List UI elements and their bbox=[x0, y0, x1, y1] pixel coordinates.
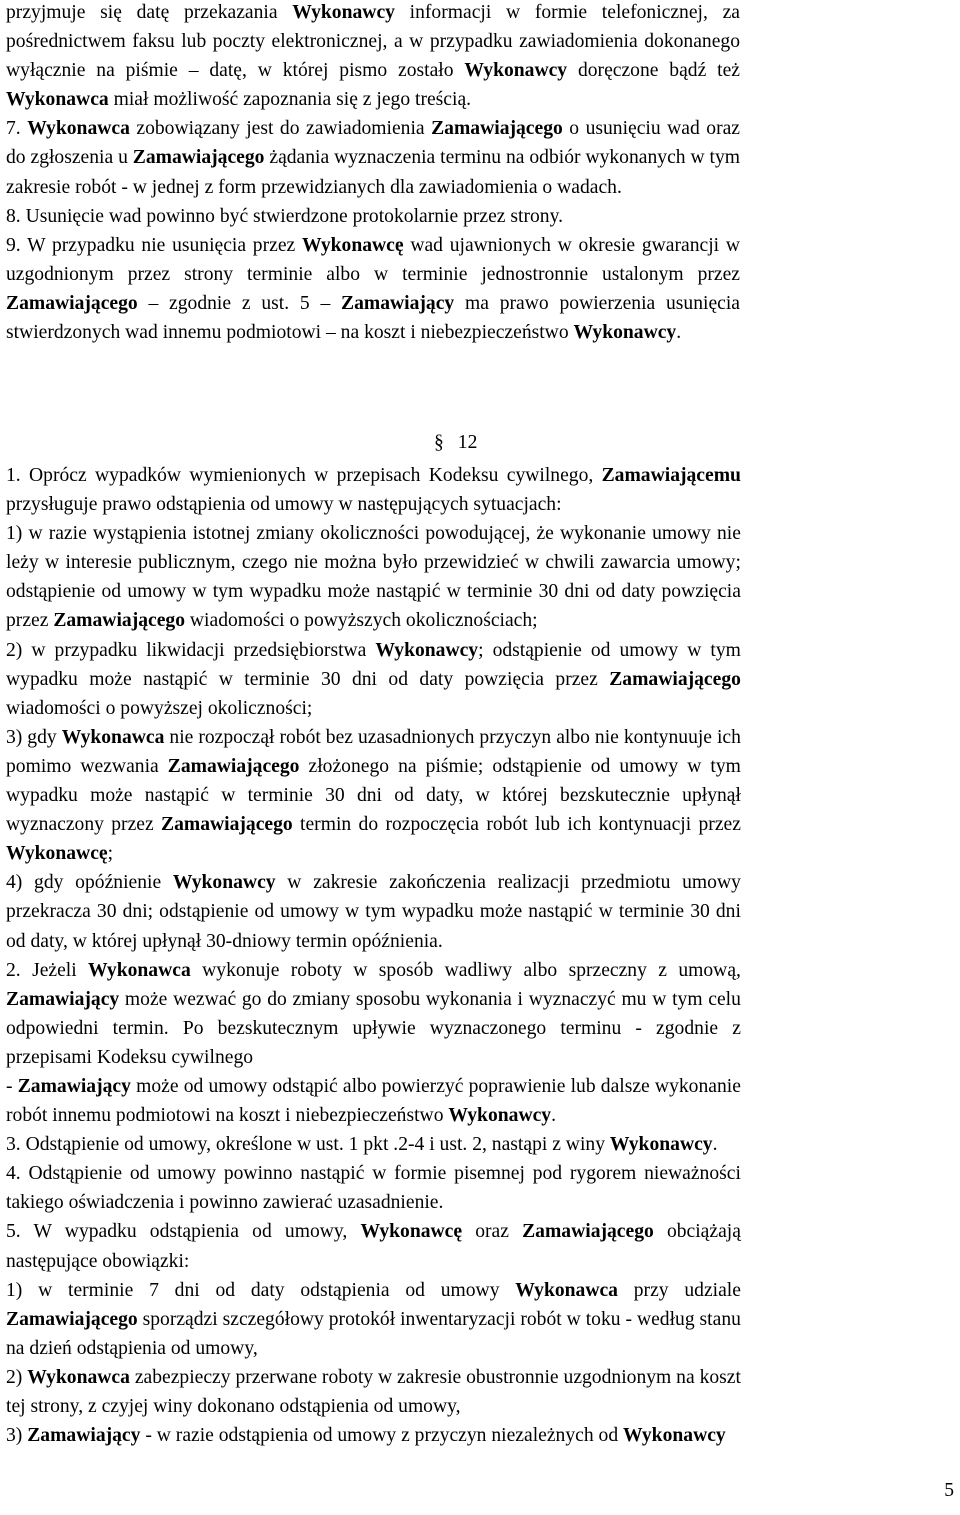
bold-term: Zamawiający bbox=[341, 292, 455, 314]
bold-term: Wykonawcę bbox=[301, 234, 404, 256]
bold-term: Wykonawcy bbox=[573, 322, 677, 344]
text-run: uzgodnionym przez strony terminie albo w terminie jednostronnie ustalonym przez bbox=[6, 263, 740, 285]
text-line bbox=[6, 143, 740, 172]
text-line bbox=[6, 461, 741, 490]
text-line bbox=[6, 27, 740, 56]
text-run: wyznaczony przez bbox=[6, 814, 162, 836]
text-run: odpowiedni termin. Po bezskutecznym upływie wyznaczonego terminu - zgodnie z bbox=[6, 1017, 741, 1039]
text-run: . bbox=[551, 1105, 556, 1127]
text-line bbox=[6, 1421, 741, 1450]
bold-term: Zamawiającego bbox=[609, 668, 741, 690]
bold-term: Wykonawca bbox=[6, 89, 109, 111]
text-line bbox=[6, 956, 741, 985]
bold-term: Zamawiającego bbox=[167, 755, 300, 777]
text-run: . bbox=[676, 322, 682, 344]
text-run: ; bbox=[107, 843, 114, 865]
text-line bbox=[6, 781, 741, 810]
text-run: 2) bbox=[6, 1366, 28, 1388]
text-line bbox=[6, 606, 741, 635]
section-12-body bbox=[6, 461, 741, 1450]
bold-term: Wykonawcę bbox=[360, 1221, 463, 1243]
bold-term: Zamawiającego bbox=[132, 147, 265, 169]
text-run: wiadomości o powyższych okolicznościach; bbox=[185, 610, 538, 632]
text-run: leży w interesie publicznym, czego nie można było przewidzieć w chwili zawarcia umowy; bbox=[6, 552, 741, 574]
text-line bbox=[6, 577, 741, 606]
text-run: wykonuje roboty w sposób wadliwy albo sprzeczny z umową, bbox=[190, 959, 741, 981]
text-run: 4) gdy opóźnienie bbox=[6, 872, 173, 894]
text-line bbox=[6, 1305, 741, 1334]
text-run: złożonego na piśmie; odstąpienie od umowy w tym bbox=[299, 755, 741, 777]
bold-term: Zamawiającego bbox=[161, 814, 293, 836]
bold-term: Zamawiający bbox=[27, 1425, 141, 1447]
text-run: pomimo wezwania bbox=[6, 755, 168, 777]
text-run: doręczone bądź też bbox=[567, 60, 740, 82]
text-run: 2) w przypadku likwidacji przedsiębiorstwa bbox=[6, 639, 376, 661]
bold-term: Zamawiający bbox=[6, 988, 120, 1010]
bold-term: Wykonawcę bbox=[6, 843, 108, 865]
text-run: pośrednictwem faksu lub poczty elektronicznej, a w przypadku zawiadomienia dokonanego bbox=[6, 31, 740, 53]
text-run: 5. W wypadku odstąpienia od umowy, bbox=[6, 1221, 361, 1243]
text-line bbox=[6, 548, 741, 577]
text-run: 9. W przypadku nie usunięcia przez bbox=[6, 234, 302, 256]
text-run: – zgodnie z ust. 5 – bbox=[137, 292, 342, 314]
text-run: informacji w formie telefonicznej, za bbox=[394, 2, 740, 23]
text-line bbox=[6, 1276, 741, 1305]
text-line bbox=[6, 0, 740, 27]
bold-term: Wykonawca bbox=[27, 1366, 130, 1388]
text-line bbox=[6, 202, 740, 231]
text-run: 2. Jeżeli bbox=[6, 959, 89, 981]
bold-term: Wykonawcy bbox=[375, 639, 479, 661]
text-line bbox=[6, 810, 741, 839]
text-line bbox=[6, 636, 741, 665]
bold-term: Zamawiający bbox=[17, 1075, 131, 1097]
text-line bbox=[6, 1363, 741, 1392]
text-run: 3) bbox=[6, 1425, 28, 1447]
text-line bbox=[6, 839, 741, 868]
bold-term: Wykonawca bbox=[515, 1279, 618, 1301]
text-line bbox=[6, 231, 740, 260]
text-run: ma prawo powierzenia usunięcia bbox=[454, 292, 740, 314]
bold-term: Wykonawca bbox=[61, 726, 165, 748]
text-line bbox=[6, 1392, 741, 1421]
text-run: żądania wyznaczenia terminu na odbiór wykonanych w tym bbox=[264, 147, 740, 169]
text-run: 7. bbox=[6, 118, 28, 140]
text-line bbox=[6, 1014, 741, 1043]
text-run: 3) gdy bbox=[6, 726, 62, 748]
page-number: 5 bbox=[944, 1480, 954, 1501]
text-run: przekracza 30 dni; odstąpienie od umowy w tym wypadku może nastąpić w terminie 30 dni bbox=[6, 901, 741, 923]
text-run: wypadku może nastąpić w terminie 30 dni od daty, w której bezskutecznie upłynął bbox=[6, 785, 741, 807]
text-run: 8. Usunięcie wad powinno być stwierdzone protokolarnie przez strony. bbox=[6, 205, 563, 227]
text-line bbox=[6, 723, 741, 752]
text-run: przepisami Kodeksu cywilnego bbox=[6, 1046, 254, 1068]
text-run: termin do rozpoczęcia robót lub ich kontynuacji przez bbox=[292, 814, 741, 836]
text-run: może wezwać go do zmiany sposobu wykonania i wyznaczyć mu w tym celu bbox=[119, 988, 741, 1010]
text-line bbox=[6, 665, 741, 694]
text-run: na dzień odstąpienia od umowy, bbox=[6, 1337, 258, 1359]
bold-term: Zamawiającego bbox=[6, 292, 138, 314]
text-line bbox=[6, 260, 740, 289]
text-run: ; odstąpienie od umowy w tym bbox=[478, 639, 741, 661]
text-line bbox=[6, 1072, 741, 1101]
bold-term: Wykonawcy bbox=[292, 2, 395, 23]
text-run: tej strony, z czyjej winy dokonano odstąpienia od umowy, bbox=[6, 1396, 461, 1417]
text-run: w zakresie zakończenia realizacji przedmiotu umowy bbox=[275, 872, 741, 894]
text-line bbox=[6, 490, 741, 519]
bold-term: Wykonawca bbox=[27, 118, 130, 140]
bold-term: Zamawiającemu bbox=[601, 465, 741, 486]
text-run: odstąpienie od umowy w tym wypadku może nastąpić w terminie 30 dni od daty powzięcia bbox=[6, 581, 741, 603]
section-symbol: § bbox=[434, 432, 444, 453]
text-line bbox=[6, 694, 741, 723]
text-run: 4. Odstąpienie od umowy powinno nastąpić w formie pisemnej pod rygorem nieważności bbox=[6, 1163, 741, 1185]
bold-term: Zamawiającego bbox=[53, 610, 185, 632]
bold-term: Wykonawcy bbox=[464, 60, 568, 82]
text-line bbox=[6, 289, 740, 318]
text-run: robót innemu podmiotowi na koszt i niebezpieczeństwo bbox=[6, 1105, 449, 1127]
text-run: stwierdzonych wad innemu podmiotowi – na koszt i niebezpieczeństwo bbox=[6, 322, 574, 344]
text-run: zobowiązany jest do zawiadomienia bbox=[129, 118, 432, 140]
bold-term: Wykonawcy bbox=[609, 1134, 713, 1156]
text-line bbox=[6, 1159, 741, 1188]
text-line bbox=[6, 114, 740, 143]
text-line bbox=[6, 897, 741, 926]
text-run: przyjmuje się datę przekazania bbox=[6, 2, 293, 23]
text-run: zabezpieczy przerwane roboty w zakresie obustronnie uzgodnionym na koszt bbox=[129, 1366, 741, 1388]
text-run: wyłącznie na piśmie – datę, w której pismo zostało bbox=[6, 60, 465, 82]
text-line bbox=[6, 752, 741, 781]
section-number: 12 bbox=[457, 432, 478, 453]
text-run: następujące obowiązki: bbox=[6, 1250, 190, 1272]
text-run: do zgłoszenia u bbox=[6, 147, 133, 169]
text-line bbox=[6, 85, 740, 114]
text-run: przez bbox=[6, 610, 54, 632]
text-line bbox=[6, 1188, 741, 1217]
text-run: nie rozpoczął robót bez uzasadnionych przyczyn albo nie kontynuuje ich bbox=[164, 726, 741, 748]
section-heading bbox=[434, 428, 477, 457]
text-run: obciążają bbox=[653, 1221, 741, 1243]
text-run: - bbox=[6, 1075, 18, 1097]
text-run: wiadomości o powyższej okoliczności; bbox=[6, 697, 313, 719]
bold-term: Wykonawcy bbox=[448, 1105, 552, 1127]
bold-term: Wykonawca bbox=[88, 959, 191, 981]
text-run: sporządzi szczegółowy protokół inwentaryzacji robót w toku - według stanu bbox=[137, 1308, 741, 1330]
section-11-continuation bbox=[6, 0, 740, 347]
text-run: 1. Oprócz wypadków wymienionych w przepisach Kodeksu cywilnego, bbox=[6, 465, 602, 486]
text-run: 1) w terminie 7 dni od daty odstąpienia od umowy bbox=[6, 1279, 516, 1301]
text-run: 3. Odstąpienie od umowy, określone w ust. 1 pkt .2-4 i ust. 2, nastąpi z winy bbox=[6, 1134, 610, 1156]
bold-term: Zamawiającego bbox=[6, 1308, 138, 1330]
text-line bbox=[6, 927, 741, 956]
text-run: 1) w razie wystąpienia istotnej zmiany okoliczności powodującej, że wykonanie umowy nie bbox=[6, 523, 741, 545]
text-line bbox=[6, 985, 741, 1014]
text-run: miał możliwość zapoznania się z jego treścią. bbox=[108, 89, 472, 111]
text-line bbox=[6, 173, 740, 202]
text-line bbox=[6, 519, 741, 548]
text-line bbox=[6, 1101, 741, 1130]
text-line bbox=[6, 1043, 741, 1072]
text-run: takiego oświadczenia i powinno zawierać uzasadnienie. bbox=[6, 1192, 444, 1214]
text-line bbox=[6, 1217, 741, 1246]
text-line bbox=[6, 1130, 741, 1159]
text-line bbox=[6, 318, 740, 347]
text-run: przy udziale bbox=[617, 1279, 741, 1301]
text-run: od daty, w której upłynął 30-dniowy termin opóźnienia. bbox=[6, 930, 443, 952]
text-run: o usunięciu wad oraz bbox=[562, 118, 741, 140]
bold-term: Zamawiającego bbox=[522, 1221, 654, 1243]
text-run: zakresie robót - w jednej z form przewidzianych dla zawiadomienia o wadach. bbox=[6, 176, 622, 198]
text-run: wypadku może nastąpić w terminie 30 dni od daty powzięcia przez bbox=[6, 668, 610, 690]
bold-term: Wykonawcy bbox=[623, 1425, 726, 1447]
text-run: - w razie odstąpienia od umowy z przyczyn niezależnych od bbox=[140, 1425, 624, 1447]
text-run: może od umowy odstąpić albo powierzyć poprawienie lub dalsze wykonanie bbox=[130, 1075, 741, 1097]
bold-term: Wykonawcy bbox=[172, 872, 276, 894]
text-line bbox=[6, 56, 740, 85]
text-run: wad ujawnionych w okresie gwarancji w bbox=[403, 234, 740, 256]
bold-term: Zamawiającego bbox=[431, 118, 563, 140]
text-line bbox=[6, 868, 741, 897]
text-run: przysługuje prawo odstąpienia od umowy w następujących sytuacjach: bbox=[6, 494, 562, 516]
text-run: oraz bbox=[462, 1221, 523, 1243]
text-run: . bbox=[712, 1134, 718, 1156]
text-line bbox=[6, 1247, 741, 1276]
text-line bbox=[6, 1334, 741, 1363]
